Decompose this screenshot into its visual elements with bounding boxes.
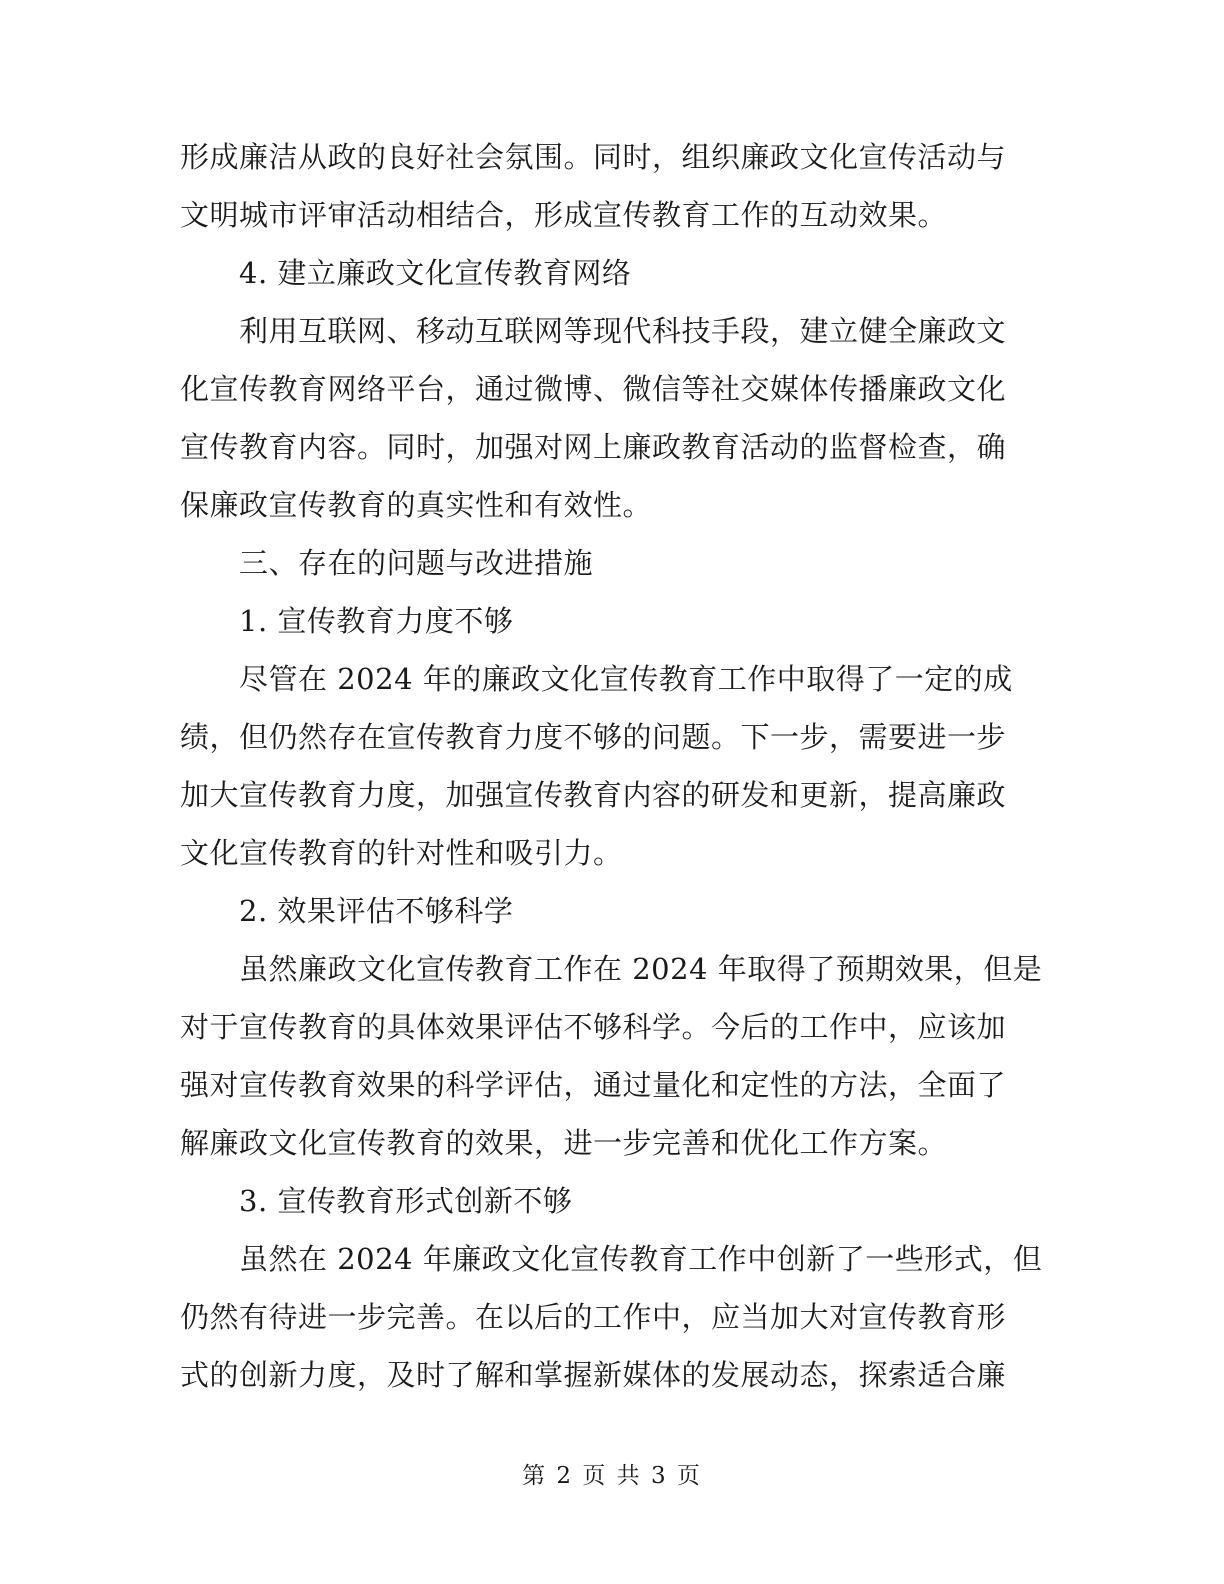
subsection-heading: 3. 宣传教育形式创新不够 bbox=[239, 1184, 573, 1218]
paragraph-line: 虽然在 2024 年廉政文化宣传教育工作中创新了一些形式，但 bbox=[239, 1242, 1043, 1276]
paragraph-line: 对于宣传教育的具体效果评估不够科学。今后的工作中，应该加 bbox=[180, 1010, 1007, 1044]
paragraph-line: 解廉政文化宣传教育的效果，进一步完善和优化工作方案。 bbox=[180, 1126, 948, 1160]
paragraph-line: 加大宣传教育力度，加强宣传教育内容的研发和更新，提高廉政 bbox=[180, 778, 1007, 812]
paragraph-line: 仍然有待进一步完善。在以后的工作中，应当加大对宣传教育形 bbox=[180, 1300, 1007, 1334]
paragraph-line: 形成廉洁从政的良好社会氛围。同时，组织廉政文化宣传活动与 bbox=[180, 140, 1007, 174]
paragraph-line: 虽然廉政文化宣传教育工作在 2024 年取得了预期效果，但是 bbox=[239, 952, 1043, 986]
paragraph-line: 文化宣传教育的针对性和吸引力。 bbox=[180, 836, 623, 870]
paragraph-line: 化宣传教育网络平台，通过微博、微信等社交媒体传播廉政文化 bbox=[180, 372, 1007, 406]
paragraph-line: 绩，但仍然存在宣传教育力度不够的问题。下一步，需要进一步 bbox=[180, 720, 1007, 754]
paragraph-line: 尽管在 2024 年的廉政文化宣传教育工作中取得了一定的成 bbox=[239, 662, 1013, 696]
paragraph-line: 保廉政宣传教育的真实性和有效性。 bbox=[180, 488, 653, 522]
paragraph-line: 宣传教育内容。同时，加强对网上廉政教育活动的监督检查，确 bbox=[180, 430, 1007, 464]
document-body bbox=[180, 128, 1043, 1404]
paragraph-line: 利用互联网、移动互联网等现代科技手段，建立健全廉政文 bbox=[239, 314, 1007, 348]
section-heading: 4. 建立廉政文化宣传教育网络 bbox=[239, 256, 632, 290]
subsection-heading: 2. 效果评估不够科学 bbox=[239, 894, 514, 928]
section-heading: 三、存在的问题与改进措施 bbox=[239, 546, 594, 580]
paragraph-line: 式的创新力度，及时了解和掌握新媒体的发展动态，探索适合廉 bbox=[180, 1358, 1007, 1392]
paragraph-line: 强对宣传教育效果的科学评估，通过量化和定性的方法，全面了 bbox=[180, 1068, 1007, 1102]
subsection-heading: 1. 宣传教育力度不够 bbox=[239, 604, 514, 638]
paragraph-line: 文明城市评审活动相结合，形成宣传教育工作的互动效果。 bbox=[180, 198, 948, 232]
page-number-footer: 第 2 页 共 3 页 bbox=[522, 1463, 702, 1489]
